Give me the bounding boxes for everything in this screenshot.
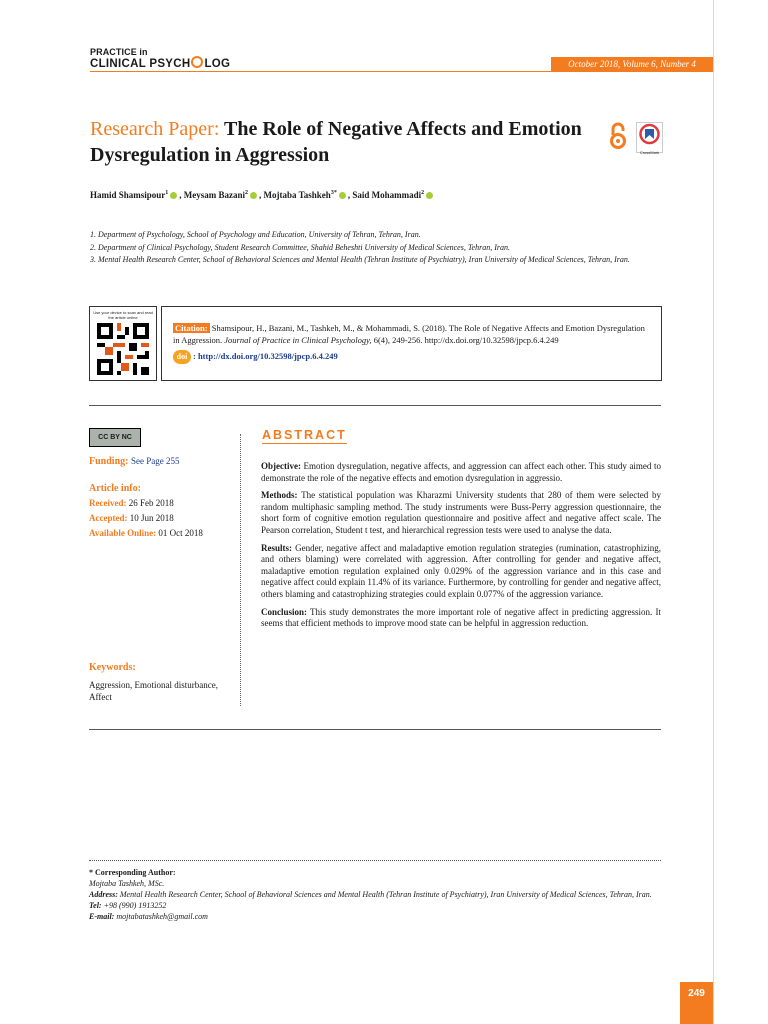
corresponding-heading: * Corresponding Author:: [89, 868, 176, 877]
author-name[interactable]: Meysam Bazani: [183, 190, 246, 200]
corresponding-author: [89, 867, 654, 922]
doi-link[interactable]: : http://dx.doi.org/10.32598/jpcp.6.4.249: [193, 350, 338, 361]
abstract-conclusion: [261, 607, 661, 630]
conclusion-label: Conclusion:: [261, 606, 308, 617]
orcid-icon[interactable]: [339, 192, 346, 199]
crossmark-icon[interactable]: [636, 122, 663, 153]
accepted-label: Accepted:: [89, 513, 128, 523]
author-sup: 3*: [330, 190, 337, 196]
affiliations: [90, 229, 665, 267]
email-value[interactable]: mojtabatashkeh@gmail.com: [116, 912, 208, 921]
results-text: Gender, negative affect and maladaptive emotion regulation strategies (rumination, catastrophizing, and others blaming) were correlated with aggression. After controlling for gender and negative affect, maladaptive emotion regulation explained only 0.029% of the aggression variance and in this case and negative affect could explain 11.4% of its variance. Furthermore, by controlling for gender and negative affect, others blaming and catastrophizing strategies could explain 0.077% of the aggression variance.: [261, 542, 662, 599]
address-label: Address:: [89, 890, 118, 899]
abstract-methods: [261, 490, 661, 536]
citation-label: Citation:: [175, 323, 208, 333]
doi-icon: doi: [173, 350, 191, 364]
abstract-body: [261, 461, 661, 636]
address-text: Mental Health Research Center, School of Behavioral Sciences and Mental Health (Tehran Institute of Psychiatry), Iran University of Medical Sciences, Tehran, Iran.: [119, 890, 652, 899]
tel-label: Tel:: [89, 901, 102, 910]
article-type: Research Paper:: [90, 118, 220, 140]
funding: [89, 456, 179, 467]
affiliation-item: 1. Department of Psychology, School of Psychology and Education, University of Tehran, Tehran, Iran.: [90, 230, 421, 239]
corresponding-name: Mojtaba Tashkeh, MSc.: [89, 879, 165, 888]
doi-row: [173, 350, 338, 364]
citation-tail: 6(4), 249-256. http://dx.doi.org/10.32598/jpcp.6.4.249: [373, 335, 559, 345]
funding-label: Funding:: [89, 456, 129, 467]
open-access-icon[interactable]: [608, 122, 628, 155]
citation-journal: Journal of Practice in Clinical Psychology,: [224, 335, 372, 345]
journal-logo: [90, 56, 230, 70]
section-divider: [89, 729, 661, 730]
crossmark-label: CrossMark: [639, 150, 660, 155]
orcid-icon[interactable]: [250, 192, 257, 199]
author-list: Hamid Shamsipour$^1$ , Meysam Bazani$^2$ , Mojtaba Tashkeh$^{3*}$ , Said Mohammadi$^2$: [90, 190, 435, 200]
citation-text: [173, 322, 653, 346]
header-rule: [90, 71, 713, 72]
received-label: Received:: [89, 498, 127, 508]
received-row: [89, 498, 174, 508]
conclusion-text: This study demonstrates the more important role of negative affect in predicting aggression. It seems that efficient methods to improve mood state can be helpful in aggression reduction.: [261, 606, 661, 629]
cc-license-icon[interactable]: CC BY NC: [89, 428, 141, 447]
author-sup: 2: [421, 190, 425, 196]
received-date: 26 Feb 2018: [128, 498, 174, 508]
accepted-row: [89, 513, 174, 523]
issue-banner: October 2018, Volume 6, Number 4: [551, 57, 713, 71]
logo-o-icon: [191, 56, 203, 68]
objective-label: Objective:: [261, 461, 301, 471]
objective-text: Emotion dysregulation, negative affects, and aggression can affect each other. This study aimed to demonstrate the role of the negative effects and emotion dysregulation in aggressio.: [261, 461, 661, 483]
page-number: 249: [680, 982, 713, 1024]
article-info-heading: Article info:: [89, 483, 141, 494]
citation-box: [161, 306, 662, 381]
journal-name-part2: LOG: [204, 58, 231, 70]
tel-value: +98 (990) 1913252: [103, 901, 167, 910]
accepted-date: 10 Jun 2018: [129, 513, 174, 523]
orcid-icon[interactable]: [426, 192, 433, 199]
author-name[interactable]: Hamid Shamsipour: [90, 190, 166, 200]
abstract-results: [261, 543, 661, 601]
qr-code-icon: [97, 323, 149, 375]
qr-caption: Use your device to scan and read the article online: [93, 310, 153, 320]
journal-practice-in: PRACTICE in: [90, 47, 148, 57]
abstract-objective: [261, 461, 661, 484]
orcid-icon[interactable]: [170, 192, 177, 199]
funding-link[interactable]: See Page 255: [130, 456, 180, 466]
results-label: Results:: [261, 542, 292, 553]
email-label: E-mail:: [89, 912, 115, 921]
column-divider: [240, 434, 241, 706]
page-edge-rule: [713, 0, 714, 1024]
journal-name-part1: CLINICAL PSYCH: [90, 58, 191, 70]
online-label: Available Online:: [89, 528, 157, 538]
keywords-heading: Keywords:: [89, 662, 136, 673]
qr-code-box[interactable]: [89, 306, 157, 381]
methods-text: The statistical population was Kharazmi University students that 280 of them were selected by random multiphasic sampling method. The study instruments were Buss-Perry aggression questionnaire, the short form of cognitive emotion regulation questionnaire and positive affect and negative affect scale. The Pearson correlation, Student t test, and hierarchical regression tests were used to analyse the data.: [261, 490, 661, 535]
methods-label: Methods:: [261, 490, 298, 501]
citation-body: Shamsipour, H., Bazani, M., Tashkeh, M., & Mohammadi, S. (2018). The Role of Negative Affects and Emotion Dysregulation in Aggression.: [173, 323, 645, 345]
article-title-text: The Role of Negative Affects and Emotion Dysregulation in Aggression: [90, 118, 582, 166]
author-name[interactable]: Said Mohammadi: [352, 190, 422, 200]
author-sup: 1: [165, 190, 169, 196]
online-row: [89, 528, 203, 538]
author-name[interactable]: Mojtaba Tashkeh: [263, 190, 331, 200]
affiliation-item: 3. Mental Health Research Center, School of Behavioral Sciences and Mental Health (Tehran Institute of Psychiatry), Iran University of Medical Sciences, Tehran, Iran.: [90, 255, 630, 264]
affiliation-item: 2. Department of Clinical Psychology, Student Research Committee, Shahid Beheshti University of Medical Sciences, Tehran, Iran.: [90, 242, 510, 252]
article-title: [90, 116, 600, 168]
author-sup: 2: [245, 190, 249, 196]
keywords-list: Aggression, Emotional disturbance, Affect: [89, 680, 218, 702]
section-divider: [89, 405, 661, 406]
online-date: 01 Oct 2018: [158, 528, 203, 538]
footnote-divider: [89, 860, 661, 861]
abstract-heading: ABSTRACT: [262, 428, 347, 442]
